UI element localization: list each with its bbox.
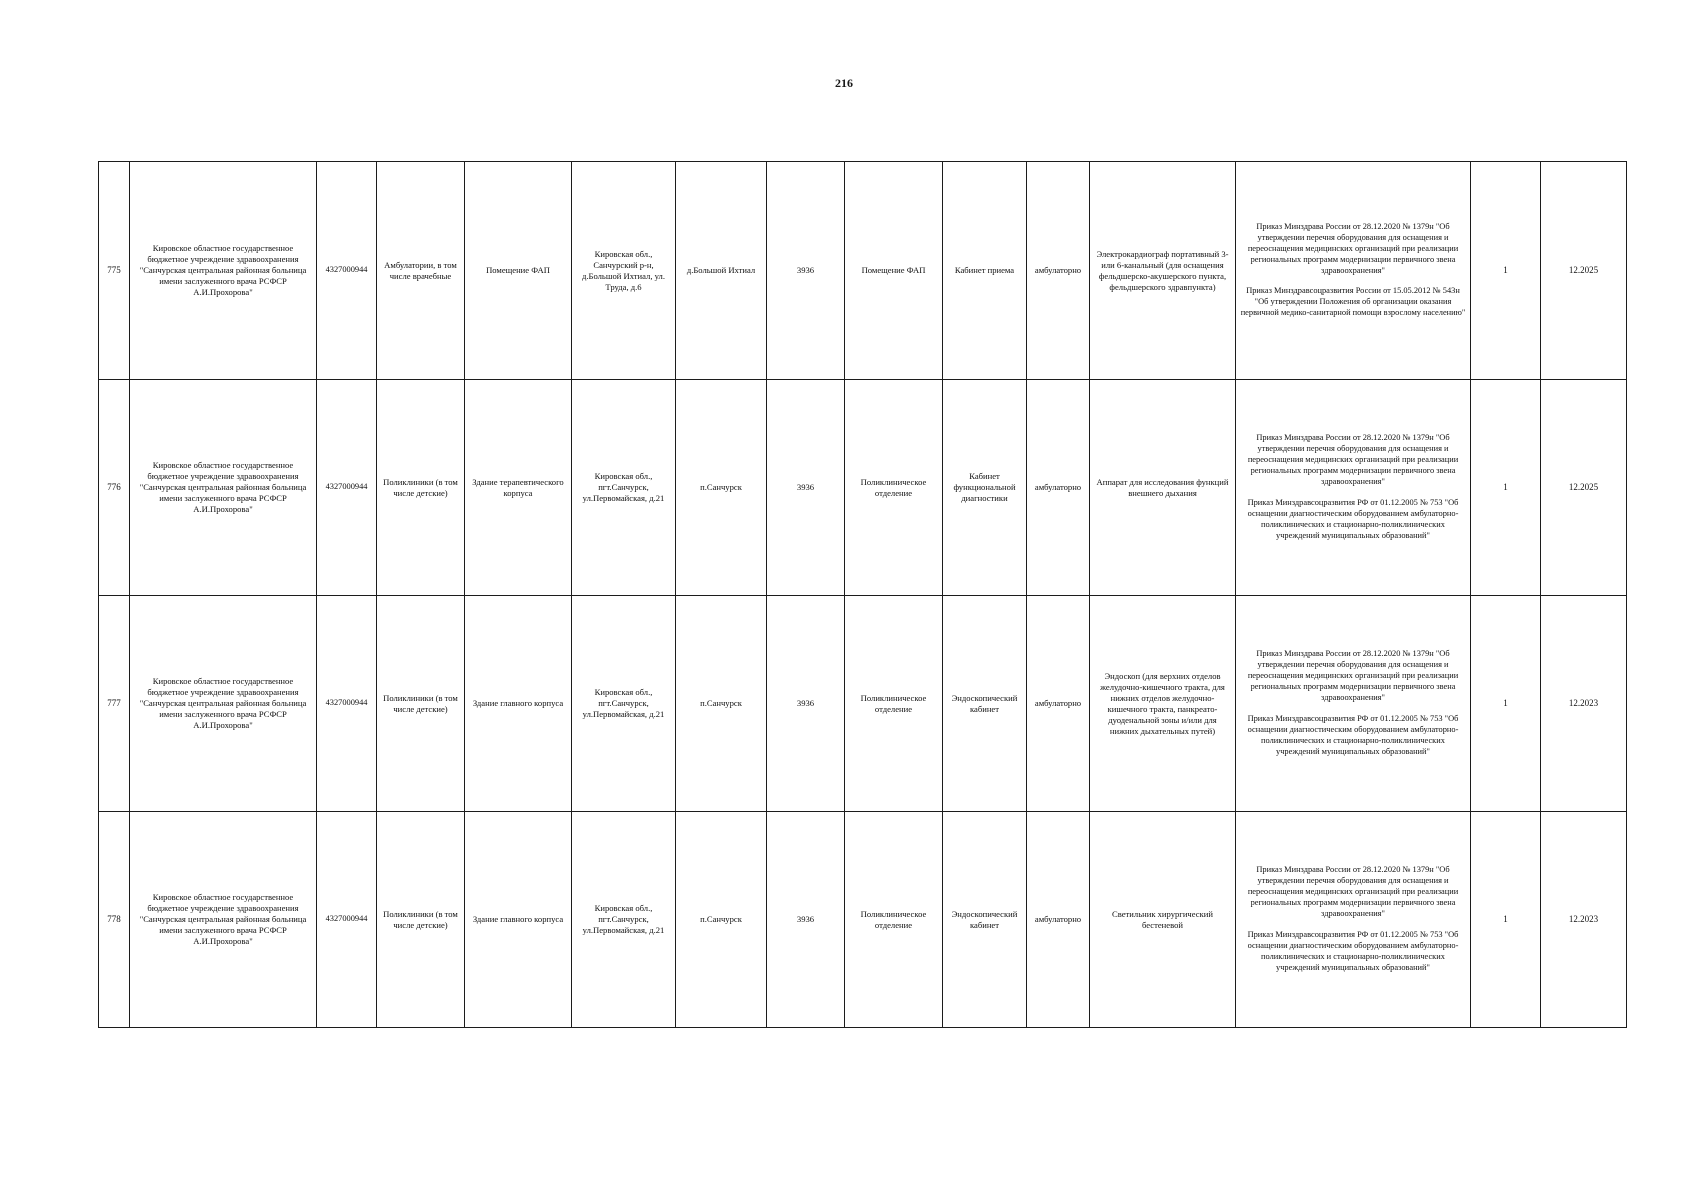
regulatory-document: Приказ Минздрава России от 28.12.2020 № 1379н "Об утверждении перечня оборудования для оснащения и переоснащения медицинских организаций при реализации региональных программ модернизации первичного звена здравоохранения" xyxy=(1247,433,1459,487)
department-cell: Поликлиническое отделение xyxy=(845,380,943,596)
address-cell: Кировская обл., Санчурский р-н, д.Большой Ихтиал, ул. Труда, д.6 xyxy=(572,162,676,380)
care-condition-cell: амбулаторно xyxy=(1027,596,1090,812)
table-row xyxy=(99,380,1627,596)
inn-cell: 4327000944 xyxy=(317,162,377,380)
care-condition-cell: амбулаторно xyxy=(1027,380,1090,596)
table-row xyxy=(99,162,1627,380)
department-cell: Помещение ФАП xyxy=(845,162,943,380)
regulatory-document: Приказ Минздрава России от 28.12.2020 № 1379н "Об утверждении перечня оборудования для оснащения и переоснащения медицинских организаций при реализации региональных программ модернизации первичного звена здравоохранения" xyxy=(1247,649,1459,703)
regulatory-document: Приказ Минздравсоцразвития РФ от 01.12.2005 № 753 "Об оснащении диагностическим оборудованием амбулаторно-поликлинических и стационарно-поликлинических учреждений муниципальных образований" xyxy=(1247,497,1459,540)
population-cell: 3936 xyxy=(767,812,845,1028)
deadline-cell: 12.2023 xyxy=(1541,596,1627,812)
regulatory-document: Приказ Минздравсоцразвития РФ от 01.12.2005 № 753 "Об оснащении диагностическим оборудованием амбулаторно-поликлинических и стационарно-поликлинических учреждений муниципальных образований" xyxy=(1247,929,1459,972)
locality-cell: д.Большой Ихтиал xyxy=(676,162,767,380)
table-row xyxy=(99,596,1627,812)
deadline-cell: 12.2023 xyxy=(1541,812,1627,1028)
deadline-cell: 12.2025 xyxy=(1541,162,1627,380)
department-cell: Поликлиническое отделение xyxy=(845,812,943,1028)
row-index-cell: 775 xyxy=(99,162,130,380)
row-index-cell: 776 xyxy=(99,380,130,596)
facility-type-cell: Поликлиники (в том числе детские) xyxy=(377,380,465,596)
row-index-cell: 778 xyxy=(99,812,130,1028)
population-cell: 3936 xyxy=(767,380,845,596)
building-cell: Здание главного корпуса xyxy=(465,812,572,1028)
population-cell: 3936 xyxy=(767,596,845,812)
quantity-cell: 1 xyxy=(1471,596,1541,812)
address-cell: Кировская обл., пгт.Санчурск, ул.Первомайская, д.21 xyxy=(572,812,676,1028)
facility-type-cell: Поликлиники (в том числе детские) xyxy=(377,812,465,1028)
institution-cell: Кировское областное государственное бюджетное учреждение здравоохранения "Санчурская центральная районная больница имени заслуженного врача РСФСР А.И.Прохорова" xyxy=(130,380,317,596)
building-cell: Помещение ФАП xyxy=(465,162,572,380)
institution-cell: Кировское областное государственное бюджетное учреждение здравоохранения "Санчурская центральная районная больница имени заслуженного врача РСФСР А.И.Прохорова" xyxy=(130,596,317,812)
regulatory-document: Приказ Минздравсоцразвития России от 15.05.2012 № 543н "Об утверждении Положения об организации оказания первичной медико-санитарной помощи взрослому населению" xyxy=(1240,286,1466,318)
room-cell: Кабинет функциональной диагностики xyxy=(943,380,1027,596)
quantity-cell: 1 xyxy=(1471,380,1541,596)
facility-type-cell: Поликлиники (в том числе детские) xyxy=(377,596,465,812)
regulatory-document: Приказ Минздрава России от 28.12.2020 № 1379н "Об утверждении перечня оборудования для оснащения и переоснащения медицинских организаций при реализации региональных программ модернизации первичного звена здравоохранения" xyxy=(1247,865,1459,919)
facility-type-cell: Амбулатории, в том числе врачебные xyxy=(377,162,465,380)
room-cell: Эндоскопический кабинет xyxy=(943,812,1027,1028)
quantity-cell: 1 xyxy=(1471,162,1541,380)
building-cell: Здание главного корпуса xyxy=(465,596,572,812)
documents-cell xyxy=(1236,380,1471,596)
regulatory-document: Приказ Минздравсоцразвития РФ от 01.12.2005 № 753 "Об оснащении диагностическим оборудованием амбулаторно-поликлинических и стационарно-поликлинических учреждений муниципальных образований" xyxy=(1247,713,1459,756)
address-cell: Кировская обл., пгт.Санчурск, ул.Первомайская, д.21 xyxy=(572,380,676,596)
care-condition-cell: амбулаторно xyxy=(1027,812,1090,1028)
room-cell: Кабинет приема xyxy=(943,162,1027,380)
equipment-cell: Эндоскоп (для верхних отделов желудочно-кишечного тракта, для нижних отделов желудочно-кишечного тракта, панкреато-дуоденальной зоны и/или для нижних дыхательных путей) xyxy=(1090,596,1236,812)
inn-cell: 4327000944 xyxy=(317,380,377,596)
equipment-register-table xyxy=(98,161,1627,1028)
department-cell: Поликлиническое отделение xyxy=(845,596,943,812)
equipment-cell: Электрокардиограф портативный 3- или 6-канальный (для оснащения фельдшерско-акушерского пункта, фельдшерского здравпункта) xyxy=(1090,162,1236,380)
inn-cell: 4327000944 xyxy=(317,812,377,1028)
locality-cell: п.Санчурск xyxy=(676,812,767,1028)
documents-cell xyxy=(1236,596,1471,812)
locality-cell: п.Санчурск xyxy=(676,596,767,812)
inn-cell: 4327000944 xyxy=(317,596,377,812)
table-body xyxy=(99,162,1627,1028)
quantity-cell: 1 xyxy=(1471,812,1541,1028)
page-number: 216 xyxy=(835,76,853,90)
equipment-cell: Аппарат для исследования функций внешнего дыхания xyxy=(1090,380,1236,596)
documents-cell xyxy=(1236,812,1471,1028)
institution-cell: Кировское областное государственное бюджетное учреждение здравоохранения "Санчурская центральная районная больница имени заслуженного врача РСФСР А.И.Прохорова" xyxy=(130,162,317,380)
table-row xyxy=(99,812,1627,1028)
building-cell: Здание терапевтического корпуса xyxy=(465,380,572,596)
row-index-cell: 777 xyxy=(99,596,130,812)
room-cell: Эндоскопический кабинет xyxy=(943,596,1027,812)
equipment-cell: Светильник хирургический бестеневой xyxy=(1090,812,1236,1028)
institution-cell: Кировское областное государственное бюджетное учреждение здравоохранения "Санчурская центральная районная больница имени заслуженного врача РСФСР А.И.Прохорова" xyxy=(130,812,317,1028)
deadline-cell: 12.2025 xyxy=(1541,380,1627,596)
regulatory-document: Приказ Минздрава России от 28.12.2020 № 1379н "Об утверждении перечня оборудования для оснащения и переоснащения медицинских организаций при реализации региональных программ модернизации первичного звена здравоохранения" xyxy=(1247,221,1459,275)
population-cell: 3936 xyxy=(767,162,845,380)
documents-cell xyxy=(1236,162,1471,380)
address-cell: Кировская обл., пгт.Санчурск, ул.Первомайская, д.21 xyxy=(572,596,676,812)
care-condition-cell: амбулаторно xyxy=(1027,162,1090,380)
locality-cell: п.Санчурск xyxy=(676,380,767,596)
